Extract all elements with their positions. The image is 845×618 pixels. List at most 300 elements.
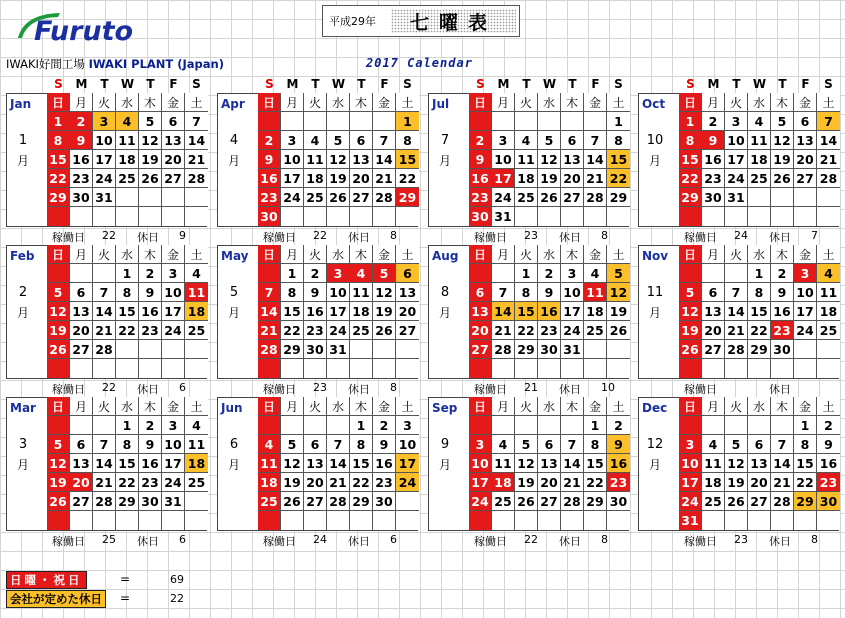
empty-cell: [304, 359, 327, 378]
weekday-header: 水: [538, 245, 561, 264]
day-cell: 30: [304, 340, 327, 359]
month-number: 1: [18, 133, 28, 148]
day-letter: F: [801, 77, 810, 91]
day-cell: 14: [817, 131, 840, 150]
day-cell: 13: [350, 150, 373, 169]
day-cell: 21: [327, 473, 350, 492]
off-days-value: 10: [601, 381, 615, 394]
day-letter: S: [614, 77, 623, 91]
day-cell: 20: [748, 473, 771, 492]
month-stats: [679, 229, 839, 245]
empty-cell: [469, 359, 492, 378]
empty-cell: [469, 264, 492, 283]
month-kanji: 月: [227, 458, 240, 472]
summary-label: 会社が定めた休日: [6, 590, 106, 608]
weekday-header: 金: [794, 397, 817, 416]
day-cell: 16: [70, 150, 93, 169]
day-cell: 11: [258, 454, 281, 473]
empty-cell: [185, 511, 208, 530]
empty-cell: [304, 511, 327, 530]
day-cell: 8: [116, 283, 139, 302]
day-cell: 25: [748, 169, 771, 188]
day-cell: 24: [327, 321, 350, 340]
month-number: 10: [646, 133, 664, 148]
empty-cell: [139, 207, 162, 226]
work-label: 稼働日: [263, 535, 296, 548]
day-cell: 21: [492, 321, 515, 340]
day-cell: 19: [725, 473, 748, 492]
empty-cell: [350, 207, 373, 226]
empty-cell: [281, 359, 304, 378]
day-cell: 23: [258, 188, 281, 207]
empty-cell: [584, 207, 607, 226]
empty-cell: [327, 112, 350, 131]
day-cell: 6: [538, 435, 561, 454]
empty-cell: [492, 511, 515, 530]
empty-cell: [373, 340, 396, 359]
day-cell: 21: [771, 473, 794, 492]
day-cell: 30: [538, 340, 561, 359]
month-grid: [47, 397, 207, 531]
weekday-header: 金: [373, 245, 396, 264]
day-cell: 21: [93, 473, 116, 492]
off-label: 休日: [559, 231, 581, 244]
day-cell: 6: [748, 435, 771, 454]
day-cell: 29: [794, 492, 817, 511]
day-cell: 11: [185, 283, 208, 302]
empty-cell: [373, 207, 396, 226]
day-cell: 9: [139, 283, 162, 302]
weekday-header: 水: [748, 245, 771, 264]
month-stats: [47, 229, 207, 245]
day-cell: 14: [185, 131, 208, 150]
month-feb: [6, 245, 207, 399]
day-cell: 23: [817, 473, 840, 492]
empty-cell: [794, 188, 817, 207]
work-label: 稼働日: [52, 535, 85, 548]
weekday-header: 金: [584, 397, 607, 416]
day-cell: 21: [584, 169, 607, 188]
plant-name: [6, 56, 224, 72]
day-cell: 10: [679, 454, 702, 473]
day-cell: 4: [185, 264, 208, 283]
day-letter: T: [146, 77, 155, 91]
empty-cell: [70, 359, 93, 378]
work-label: 稼働日: [52, 383, 85, 396]
day-cell: 12: [515, 454, 538, 473]
empty-cell: [281, 416, 304, 435]
weekday-header: 火: [515, 245, 538, 264]
day-cell: 13: [702, 302, 725, 321]
empty-cell: [327, 359, 350, 378]
day-cell: 10: [561, 283, 584, 302]
plant-name-jp: IWAKI好間工場: [6, 57, 85, 71]
day-cell: 8: [515, 283, 538, 302]
day-cell: 3: [679, 435, 702, 454]
month-number: 11: [646, 285, 664, 300]
off-days-value: 8: [601, 533, 608, 546]
weekday-header: 金: [162, 245, 185, 264]
weekday-header: 日: [258, 93, 281, 112]
day-cell: 29: [281, 340, 304, 359]
day-cell: 15: [281, 302, 304, 321]
empty-cell: [139, 511, 162, 530]
day-cell: 30: [469, 207, 492, 226]
day-cell: 27: [794, 169, 817, 188]
weekday-header: 火: [304, 245, 327, 264]
weekday-header: 火: [93, 93, 116, 112]
day-cell: 3: [327, 264, 350, 283]
empty-cell: [70, 264, 93, 283]
day-cell: 17: [725, 150, 748, 169]
empty-cell: [492, 264, 515, 283]
day-cell: 19: [327, 169, 350, 188]
month-stats: [258, 381, 418, 397]
day-cell: 7: [725, 283, 748, 302]
day-cell: 5: [281, 435, 304, 454]
day-cell: 13: [396, 283, 419, 302]
weekday-header: 水: [116, 397, 139, 416]
empty-cell: [561, 359, 584, 378]
day-cell: 2: [607, 416, 630, 435]
day-cell: 29: [607, 188, 630, 207]
day-cell: 24: [469, 492, 492, 511]
month-name: Apr: [221, 97, 245, 111]
day-cell: 16: [469, 169, 492, 188]
empty-cell: [396, 340, 419, 359]
month-number: 4: [229, 133, 239, 148]
weekday-header: 月: [702, 93, 725, 112]
day-cell: 3: [561, 264, 584, 283]
off-label: 休日: [769, 535, 791, 548]
month-grid: [679, 397, 839, 531]
day-cell: 9: [607, 435, 630, 454]
empty-cell: [794, 359, 817, 378]
day-cell: 25: [515, 188, 538, 207]
off-label: 休日: [559, 383, 581, 396]
day-cell: 7: [373, 131, 396, 150]
day-letter: S: [192, 77, 201, 91]
weekday-header: 火: [725, 245, 748, 264]
day-cell: 4: [350, 264, 373, 283]
day-letter: S: [824, 77, 833, 91]
empty-cell: [492, 416, 515, 435]
day-cell: 20: [350, 169, 373, 188]
day-cell: 8: [281, 283, 304, 302]
page-title: 七曜表: [391, 9, 516, 33]
day-cell: 9: [139, 435, 162, 454]
summary-label: 日曜・祝日: [6, 571, 87, 589]
day-cell: 6: [794, 112, 817, 131]
day-cell: 6: [350, 131, 373, 150]
day-cell: 30: [139, 492, 162, 511]
work-label: 稼働日: [684, 535, 717, 548]
day-cell: 3: [492, 131, 515, 150]
day-cell: 17: [162, 454, 185, 473]
day-cell: 20: [702, 321, 725, 340]
day-cell: 26: [47, 492, 70, 511]
empty-cell: [794, 511, 817, 530]
empty-cell: [679, 207, 702, 226]
day-cell: 2: [139, 264, 162, 283]
day-cell: 6: [469, 283, 492, 302]
day-cell: 24: [561, 321, 584, 340]
empty-cell: [702, 511, 725, 530]
day-cell: 23: [373, 473, 396, 492]
off-label: 休日: [137, 535, 159, 548]
day-cell: 20: [70, 473, 93, 492]
month-grid: [679, 245, 839, 379]
day-cell: 23: [139, 321, 162, 340]
month-name: Sep: [432, 401, 458, 415]
day-cell: 29: [515, 340, 538, 359]
weekday-header: 日: [47, 93, 70, 112]
day-cell: 5: [47, 435, 70, 454]
day-cell: 6: [702, 283, 725, 302]
day-cell: 1: [47, 112, 70, 131]
month-name: Aug: [432, 249, 459, 263]
day-cell: 3: [725, 112, 748, 131]
empty-cell: [538, 207, 561, 226]
day-cell: 12: [327, 150, 350, 169]
weekday-header: 土: [396, 245, 419, 264]
day-cell: 23: [304, 321, 327, 340]
work-label: 稼働日: [263, 383, 296, 396]
day-cell: 12: [47, 302, 70, 321]
day-cell: 31: [93, 188, 116, 207]
empty-cell: [561, 207, 584, 226]
day-cell: 16: [139, 454, 162, 473]
day-cell: 4: [584, 264, 607, 283]
month-number: 12: [646, 437, 664, 452]
month-kanji: 月: [227, 154, 240, 168]
empty-cell: [350, 112, 373, 131]
empty-cell: [607, 511, 630, 530]
day-cell: 27: [561, 188, 584, 207]
day-cell: 5: [725, 435, 748, 454]
off-days-value: 8: [390, 229, 397, 242]
day-cell: 6: [304, 435, 327, 454]
day-cell: 16: [258, 169, 281, 188]
day-cell: 20: [469, 321, 492, 340]
day-cell: 26: [538, 188, 561, 207]
day-cell: 17: [162, 302, 185, 321]
weekday-header: 火: [515, 397, 538, 416]
month-name: Mar: [10, 401, 36, 415]
empty-cell: [702, 264, 725, 283]
day-cell: 30: [373, 492, 396, 511]
day-cell: 24: [162, 321, 185, 340]
empty-cell: [725, 511, 748, 530]
weekday-header: 月: [702, 397, 725, 416]
month-name: Dec: [642, 401, 668, 415]
month-kanji: 月: [16, 306, 29, 320]
day-cell: 23: [70, 169, 93, 188]
weekday-header: 木: [771, 93, 794, 112]
day-cell: 10: [281, 150, 304, 169]
month-kanji: 月: [648, 154, 661, 168]
weekday-header: 日: [469, 93, 492, 112]
day-cell: 15: [748, 302, 771, 321]
empty-cell: [396, 492, 419, 511]
off-days-value: 6: [179, 381, 186, 394]
month-grid: [258, 93, 418, 227]
empty-cell: [116, 188, 139, 207]
empty-cell: [748, 416, 771, 435]
day-cell: 14: [93, 454, 116, 473]
day-cell: 17: [794, 302, 817, 321]
day-cell: 21: [258, 321, 281, 340]
weekday-header: 金: [373, 93, 396, 112]
weekday-header: 日: [679, 93, 702, 112]
empty-cell: [561, 416, 584, 435]
weekday-header: 木: [350, 245, 373, 264]
weekday-header: 水: [538, 93, 561, 112]
day-cell: 9: [771, 283, 794, 302]
empty-cell: [396, 359, 419, 378]
day-cell: 2: [771, 264, 794, 283]
month-grid: [47, 245, 207, 379]
day-cell: 29: [47, 188, 70, 207]
day-cell: 13: [304, 454, 327, 473]
day-cell: 27: [350, 188, 373, 207]
day-cell: 22: [679, 169, 702, 188]
month-name: Jun: [221, 401, 243, 415]
day-cell: 9: [538, 283, 561, 302]
empty-cell: [538, 416, 561, 435]
off-label: 休日: [348, 383, 370, 396]
day-cell: 31: [162, 492, 185, 511]
day-cell: 10: [162, 435, 185, 454]
day-cell: 11: [304, 150, 327, 169]
weekday-header: 金: [794, 93, 817, 112]
day-cell: 23: [469, 188, 492, 207]
weekday-header: 日: [258, 245, 281, 264]
day-cell: 11: [584, 283, 607, 302]
holiday-summary: [6, 570, 196, 608]
day-cell: 21: [373, 169, 396, 188]
day-cell: 22: [350, 473, 373, 492]
month-apr: [217, 93, 418, 247]
day-cell: 21: [725, 321, 748, 340]
weekday-header: 金: [162, 93, 185, 112]
weekday-header: 土: [817, 245, 840, 264]
day-cell: 20: [794, 150, 817, 169]
day-cell: 21: [561, 473, 584, 492]
month-stats: [258, 533, 418, 549]
weekday-header: 水: [748, 397, 771, 416]
weekday-header: 日: [469, 245, 492, 264]
day-cell: 19: [607, 302, 630, 321]
day-cell: 9: [304, 283, 327, 302]
day-cell: 10: [93, 131, 116, 150]
empty-cell: [373, 359, 396, 378]
empty-cell: [679, 264, 702, 283]
month-kanji: 月: [438, 306, 451, 320]
month-grid: [469, 397, 629, 531]
day-cell: 14: [373, 150, 396, 169]
day-cell: 27: [396, 321, 419, 340]
empty-cell: [70, 511, 93, 530]
empty-cell: [93, 511, 116, 530]
day-cell: 7: [584, 131, 607, 150]
day-cell: 29: [679, 188, 702, 207]
empty-cell: [116, 511, 139, 530]
month-dec: [638, 397, 839, 551]
work-days-value: 24: [313, 533, 327, 546]
day-cell: 18: [492, 473, 515, 492]
day-cell: 18: [584, 302, 607, 321]
day-cell: 20: [538, 473, 561, 492]
empty-cell: [93, 416, 116, 435]
day-cell: 13: [162, 131, 185, 150]
day-cell: 26: [373, 321, 396, 340]
day-cell: 19: [771, 150, 794, 169]
day-cell: 18: [702, 473, 725, 492]
day-letter: T: [522, 77, 531, 91]
day-letter: W: [752, 77, 767, 91]
day-cell: 22: [748, 321, 771, 340]
day-cell: 23: [702, 169, 725, 188]
day-cell: 1: [116, 416, 139, 435]
day-cell: 7: [492, 283, 515, 302]
day-cell: 24: [93, 169, 116, 188]
day-cell: 9: [817, 435, 840, 454]
off-label: 休日: [559, 535, 581, 548]
day-letter: T: [778, 77, 787, 91]
equals-sign: =: [120, 591, 131, 605]
day-cell: 30: [70, 188, 93, 207]
month-stats: [47, 381, 207, 397]
day-cell: 13: [794, 131, 817, 150]
day-cell: 6: [561, 131, 584, 150]
empty-cell: [258, 416, 281, 435]
day-cell: 12: [771, 131, 794, 150]
weekday-header: 火: [725, 397, 748, 416]
empty-cell: [162, 340, 185, 359]
empty-cell: [185, 188, 208, 207]
day-cell: 3: [162, 264, 185, 283]
day-cell: 30: [702, 188, 725, 207]
weekday-header: 金: [584, 245, 607, 264]
day-cell: 2: [70, 112, 93, 131]
day-cell: 22: [281, 321, 304, 340]
month-grid: [258, 397, 418, 531]
weekday-header: 土: [396, 93, 419, 112]
empty-cell: [70, 416, 93, 435]
month-stats: [469, 533, 629, 549]
day-cell: 5: [373, 264, 396, 283]
day-cell: 4: [258, 435, 281, 454]
empty-cell: [771, 511, 794, 530]
weekday-header: 日: [679, 245, 702, 264]
day-cell: 13: [70, 454, 93, 473]
work-days-value: 22: [102, 381, 116, 394]
empty-cell: [139, 340, 162, 359]
day-cell: 16: [607, 454, 630, 473]
day-cell: 27: [538, 492, 561, 511]
day-cell: 8: [584, 435, 607, 454]
day-cell: 7: [93, 435, 116, 454]
day-letter: T: [732, 77, 741, 91]
day-cell: 16: [817, 454, 840, 473]
month-kanji: 月: [438, 458, 451, 472]
off-days-value: 8: [390, 381, 397, 394]
day-cell: 28: [327, 492, 350, 511]
day-cell: 26: [725, 492, 748, 511]
month-name: Oct: [642, 97, 666, 111]
day-cell: 4: [116, 112, 139, 131]
